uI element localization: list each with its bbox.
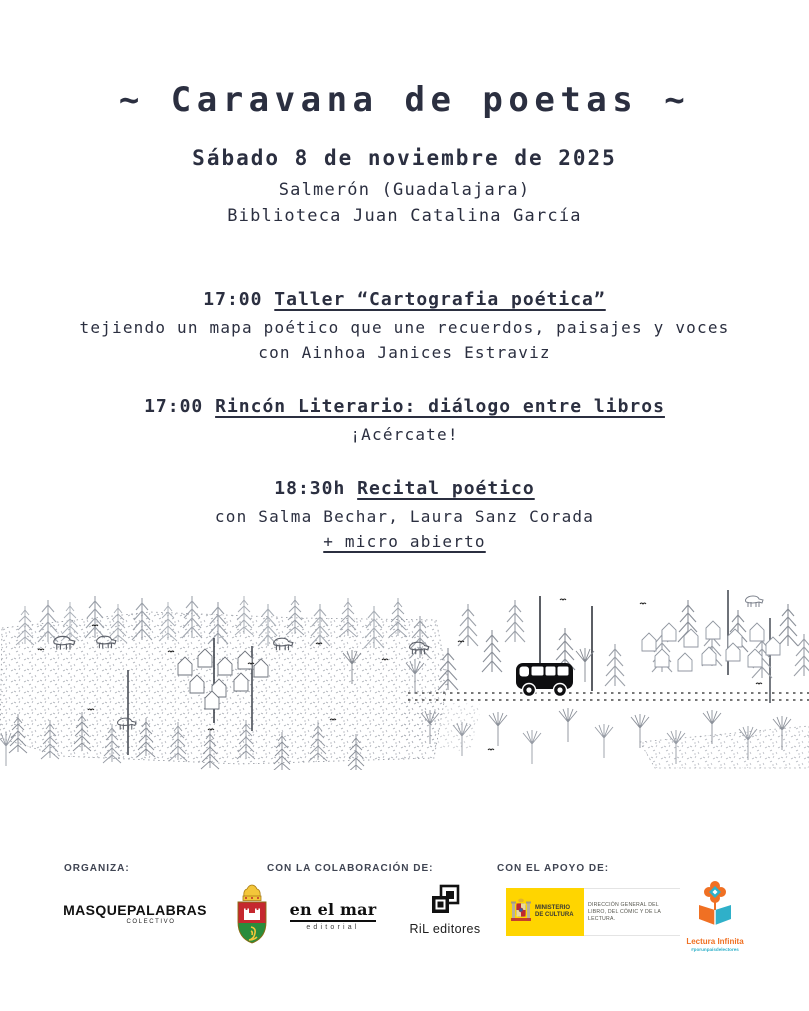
- event-description: ¡Acércate!: [350, 425, 459, 444]
- flower-book-icon: [691, 880, 739, 932]
- poster-title: ~ Caravana de poetas ~: [118, 80, 691, 120]
- direccion-general-block: [584, 888, 682, 936]
- event-description: tejiendo un mapa poético que une recuerdos, paisajes y voces: [79, 318, 730, 337]
- organiza-label: ORGANIZA:: [64, 863, 130, 874]
- event-venue: Biblioteca Juan Catalina García: [227, 206, 582, 226]
- ril-editores-logo: [400, 884, 490, 936]
- event-date: Sábado 8 de noviembre de 2025: [192, 146, 617, 170]
- event-time: 18:30h: [274, 478, 346, 499]
- salmeron-coat-of-arms-icon: [232, 884, 272, 952]
- lectura-infinita-logo: [680, 880, 750, 962]
- open-mic-note: + micro abierto: [323, 532, 486, 551]
- event-title: Recital poético: [357, 478, 535, 499]
- enelmar-logo: [283, 900, 383, 931]
- schedule: [0, 287, 809, 554]
- event-location: Salmerón (Guadalajara): [278, 180, 531, 200]
- event-presenter: con Ainhoa Janices Estraviz: [258, 343, 551, 362]
- event-time: 17:00: [144, 396, 204, 417]
- bus-icon: [516, 663, 573, 697]
- schedule-item-taller: [0, 287, 809, 365]
- forest-illustration: [0, 590, 809, 770]
- direccion-general-text: DIRECCIÓN GENERAL DEL LIBRO, DEL CÓMIC Y DE LA LECTURA.: [588, 901, 661, 922]
- event-heading: [0, 476, 809, 501]
- masquepalabras-logo: [60, 902, 210, 925]
- ministerio-line2: DE CULTURA: [535, 912, 574, 918]
- ril-squares-icon: [430, 884, 460, 916]
- ministerio-cultura-logo: [506, 888, 682, 936]
- village-houses-right: [642, 621, 780, 671]
- event-time: 17:00: [203, 289, 263, 310]
- sponsors-footer: [0, 856, 809, 986]
- ministerio-line1: MINISTERIO: [535, 905, 571, 911]
- ril-name: RiL editores: [409, 922, 481, 936]
- event-heading: [0, 287, 809, 312]
- schedule-item-recital: [0, 476, 809, 554]
- spain-coat-of-arms-icon: [510, 896, 532, 928]
- lectura-infinita-name: Lectura Infinita: [686, 937, 744, 946]
- event-title: Taller “Cartografia poética”: [274, 289, 606, 310]
- enelmar-name: en el mar: [290, 900, 377, 922]
- schedule-item-rincon: [0, 394, 809, 447]
- event-title: Rincón Literario: diálogo entre libros: [215, 396, 665, 417]
- lectura-infinita-hashtag: #porunpaísdelectores: [691, 947, 739, 952]
- event-presenter: con Salma Bechar, Laura Sanz Corada: [214, 507, 595, 526]
- event-heading: [0, 394, 809, 419]
- masquepalabras-name: MASQUEPALABRAS: [63, 902, 207, 918]
- masquepalabras-sub: COLECTIVO: [126, 919, 176, 925]
- colaboracion-label: CON LA COLABORACIÓN DE:: [267, 863, 434, 874]
- ministerio-yellow-block: [506, 888, 584, 936]
- enelmar-sub: editorial: [306, 924, 360, 931]
- dotted-road: [408, 693, 809, 700]
- ministerio-text: [535, 905, 574, 919]
- apoyo-label: CON EL APOYO DE:: [497, 863, 610, 874]
